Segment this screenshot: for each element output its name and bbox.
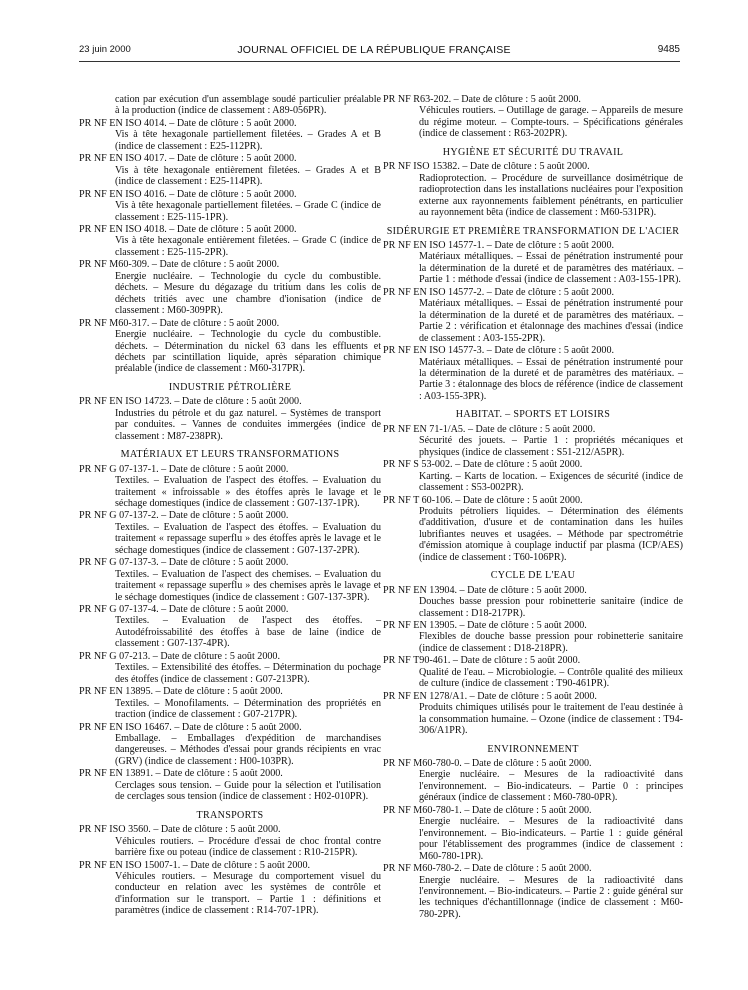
entry-description: Cerclages sous tension. – Guide pour la sélection et l'utilisation de cerclages sous tension (indice de classement : H02-010PR). xyxy=(115,779,381,803)
standard-entry xyxy=(79,651,381,685)
entry-description: Produits pétroliers liquides. – Détermination des éléments d'additivation, d'usure et de contamination dans les huiles lubrifiantes neuves et usagées. – Méthode par spectrométrie d'émission atomique à couplage inductif par plasma (ICP/AES) (indice de classement : T60-106PR). xyxy=(419,505,683,563)
standard-entry xyxy=(383,758,683,804)
entry-reference: PR NF G 07-137-3. – Date de clôture : 5 août 2000. xyxy=(79,557,289,569)
left-column xyxy=(79,94,381,918)
entry-reference: PR NF EN 13891. – Date de clôture : 5 août 2000. xyxy=(79,768,283,780)
entry-description: Matériaux métalliques. – Essai de pénétration instrumenté pour la détermination de la dureté et de paramètres des matériaux. – Partie 1 : méthode d'essai (indice de classement : A03-155-1PR). xyxy=(419,251,683,286)
entry-description: Radioprotection. – Procédure de surveillance dosimétrique de radioprotection dans les installations nucléaires pour l'exposition externe aux rayonnements faiblement pénétrants, en particulier au rayonnement bêta (indice de classement : M60-531PR). xyxy=(419,172,683,219)
entry-reference: PR NF M60-780-1. – Date de clôture : 5 août 2000. xyxy=(383,804,592,816)
entry-reference: PR NF G 07-137-2. – Date de clôture : 5 août 2000. xyxy=(79,510,289,522)
standard-entry xyxy=(383,424,683,458)
entry-description: Vis à tête hexagonale entièrement filetées. – Grades A et B (indice de classement : E25-114PR). xyxy=(115,164,381,188)
section-heading: SIDÉRURGIE ET PREMIÈRE TRANSFORMATION DE L'ACIER xyxy=(386,225,680,237)
header-rule xyxy=(79,61,680,62)
standard-entry xyxy=(383,655,683,689)
entry-reference: PR NF EN 1278/A1. – Date de clôture : 5 août 2000. xyxy=(383,690,597,702)
entry-reference: PR NF EN ISO 14577-3. – Date de clôture : 5 août 2000. xyxy=(383,345,615,357)
header-date: 23 juin 2000 xyxy=(79,44,131,55)
entry-reference: PR NF EN ISO 4018. – Date de clôture : 5 août 2000. xyxy=(79,223,297,235)
entry-description: Flexibles de douche basse pression pour robinetterie sanitaire (indice de classement : D18-218PR). xyxy=(419,631,683,654)
standard-entry xyxy=(79,396,381,442)
entry-description: Matériaux métalliques. – Essai de pénétration instrumenté pour la détermination de la dureté et de paramètres des matériaux. – Partie 2 : vérification et étalonnage des machines d'essai (indice de classement : A03-155-2PR). xyxy=(419,298,683,344)
standard-entry xyxy=(79,189,381,223)
section-heading: HYGIÈNE ET SÉCURITÉ DU TRAVAIL xyxy=(442,146,624,158)
entry-reference: PR NF T90-461. – Date de clôture : 5 août 2000. xyxy=(383,655,581,667)
standard-entry xyxy=(383,161,683,218)
entry-reference: PR NF EN ISO 4016. – Date de clôture : 5 août 2000. xyxy=(79,188,297,200)
entry-reference: PR NF EN ISO 15007-1. – Date de clôture : 5 août 2000. xyxy=(79,859,311,871)
entry-reference: PR NF EN 13905. – Date de clôture : 5 août 2000. xyxy=(383,620,587,632)
entry-description: Textiles. – Monofilaments. – Détermination des propriétés en traction (indice de classement : G07-217PR). xyxy=(115,697,381,721)
entry-reference: PR NF G 07-213. – Date de clôture : 5 août 2000. xyxy=(79,650,281,662)
standard-entry xyxy=(383,240,683,286)
entry-reference: PR NF S 53-002. – Date de clôture : 5 août 2000. xyxy=(383,459,583,471)
standard-entry xyxy=(79,259,381,316)
standard-entry xyxy=(79,94,381,117)
entry-description: Industries du pétrole et du gaz naturel. – Systèmes de transport par conduites. – Vannes de conduites immergées (indice de classement : M87-238PR). xyxy=(115,407,381,442)
entry-description: Energie nucléaire. – Technologie du cycle du combustible. déchets. – Mesure du dégazage du tritium dans les colis de déchets tritiés avec une chambre d'ionisation (indice de classement : M60-309PR). xyxy=(115,270,381,317)
entry-reference: PR NF G 07-137-1. – Date de clôture : 5 août 2000. xyxy=(79,463,289,475)
entry-description: Vis à tête hexagonale partiellement filetées. – Grade C (indice de classement : E25-115-1PR). xyxy=(115,200,381,223)
standard-entry xyxy=(79,318,381,375)
standard-entry xyxy=(383,805,683,862)
section-heading: CYCLE DE L'EAU xyxy=(490,570,576,582)
standard-entry xyxy=(383,287,683,344)
entry-reference: PR NF EN ISO 4014. – Date de clôture : 5 août 2000. xyxy=(79,117,297,129)
standard-entry xyxy=(79,604,381,650)
entry-reference: PR NF EN 71-1/A5. – Date de clôture : 5 août 2000. xyxy=(383,423,596,435)
section-heading: INDUSTRIE PÉTROLIÈRE xyxy=(168,381,292,393)
entry-description: Produits chimiques utilisés pour le traitement de l'eau destinée à la consommation humaine. – Ozone (indice de classement : T94-306/A1PR). xyxy=(419,702,683,737)
entry-description: Textiles. – Extensibilité des étoffes. – Détermination du pochage des étoffes (indice de classement : G07-213PR). xyxy=(115,662,381,685)
standard-entry xyxy=(383,459,683,493)
entry-description: Véhicules routiers. – Procédure d'essai de choc frontal contre barrière fixe ou poteau (indice de classement : R10-215PR). xyxy=(115,835,381,859)
standard-entry xyxy=(79,153,381,187)
entry-description: Vis à tête hexagonale partiellement filetées. – Grades A et B (indice de classement : E25-112PR). xyxy=(115,129,381,152)
entry-reference: PR NF EN 13904. – Date de clôture : 5 août 2000. xyxy=(383,584,587,596)
page-number: 9485 xyxy=(657,44,680,55)
section-heading: ENVIRONNEMENT xyxy=(487,743,579,755)
section-heading: HABITAT. – SPORTS ET LOISIRS xyxy=(455,409,611,421)
standard-entry xyxy=(383,495,683,564)
entry-description: Textiles. – Evaluation de l'aspect des étoffes. – Evaluation du traitement « infroissable » des étoffes après le lavage et le séchage domestiques (indice de classement : G07-137-1PR). xyxy=(115,475,381,509)
entry-reference: PR NF M60-780-2. – Date de clôture : 5 août 2000. xyxy=(383,863,592,875)
entry-description: Energie nucléaire. – Mesures de la radioactivité dans l'environnement. – Bio-indicateurs. – Partie 1 : guide général pour l'établissement des programmes (indice de classement : M60-780-1PR). xyxy=(419,816,683,862)
entry-description: Energie nucléaire. – Technologie du cycle du combustible. déchets. – Détermination du nickel 63 dans les effluents et déchets par scintillation liquide, après séparation chimique préalable (indice de classement : M60-317PR). xyxy=(115,329,381,375)
entry-description: Matériaux métalliques. – Essai de pénétration instrumenté pour la détermination de la dureté et de paramètres des matériaux. – Partie 3 : étalonnage des blocs de référence (indice de classement : A03-155-3PR). xyxy=(419,356,683,402)
standard-entry xyxy=(383,620,683,654)
standard-entry xyxy=(79,557,381,603)
standard-entry xyxy=(383,691,683,737)
entry-reference: PR NF ISO 3560. – Date de clôture : 5 août 2000. xyxy=(79,824,281,836)
standard-entry xyxy=(79,118,381,152)
entry-reference: PR NF R63-202. – Date de clôture : 5 août 2000. xyxy=(383,94,581,105)
page-header xyxy=(0,44,748,58)
standard-entry xyxy=(383,585,683,619)
section-heading: TRANSPORTS xyxy=(196,809,264,821)
standard-entry xyxy=(383,94,683,140)
entry-description: Sécurité des jouets. – Partie 1 : propriétés mécaniques et physiques (indice de classement : S51-212/A5PR). xyxy=(419,435,683,458)
entry-reference: PR NF M60-780-0. – Date de clôture : 5 août 2000. xyxy=(383,758,592,770)
entry-description: cation par exécution d'un assemblage soudé particulier préalable à la production (indice de classement : A89-056PR). xyxy=(115,94,381,117)
journal-title: JOURNAL OFFICIEL DE LA RÉPUBLIQUE FRANÇAISE xyxy=(237,44,511,56)
entry-reference: PR NF EN ISO 14577-1. – Date de clôture : 5 août 2000. xyxy=(383,239,615,251)
entry-reference: PR NF T 60-106. – Date de clôture : 5 août 2000. xyxy=(383,494,583,506)
entry-reference: PR NF EN ISO 14723. – Date de clôture : 5 août 2000. xyxy=(79,396,302,408)
standard-entry xyxy=(79,768,381,802)
entry-description: Douches basse pression pour robinetterie sanitaire (indice de classement : D18-217PR). xyxy=(419,596,683,619)
entry-reference: PR NF EN ISO 16467. – Date de clôture : 5 août 2000. xyxy=(79,721,302,733)
right-column xyxy=(383,94,683,921)
standard-entry xyxy=(79,824,381,858)
entry-description: Qualité de l'eau. – Microbiologie. – Contrôle qualité des milieux de culture (indice de classement : T90-461PR). xyxy=(419,666,683,690)
entry-description: Vis à tête hexagonale entièrement filetées. – Grade C (indice de classement : E25-115-2PR). xyxy=(115,235,381,258)
entry-description: Textiles. – Evaluation de l'aspect des étoffes. – Evaluation du traitement « repassage superflu » des étoffes après le lavage et le séchage domestiques (indice de classement : G07-137-2PR). xyxy=(115,521,381,556)
entry-description: Energie nucléaire. – Mesures de la radioactivité dans l'environnement. – Bio-indicateurs. – Partie 2 : guide général sur les techniques d'échantillonnage (indice de classement : M60-780-2PR). xyxy=(419,874,683,920)
entry-reference: PR NF M60-317. – Date de clôture : 5 août 2000. xyxy=(79,317,280,329)
entry-description: Véhicules routiers. – Outillage de garage. – Appareils de mesure du régime moteur. – Compte-tours. – Spécifications générales (indice de classement : R63-202PR). xyxy=(419,105,683,140)
entry-description: Textiles. – Evaluation de l'aspect des chemises. – Evaluation du traitement « repassage superflu » des chemises après le lavage et le séchage domestiques (indice de classement : G07-137-3PR). xyxy=(115,568,381,603)
standard-entry xyxy=(79,464,381,510)
entry-description: Emballage. – Emballages d'expédition de marchandises dangereuses. – Méthodes d'essai pour grands récipients en vrac (GRV) (indice de classement : H00-103PR). xyxy=(115,733,381,767)
standard-entry xyxy=(79,686,381,720)
entry-reference: PR NF ISO 15382. – Date de clôture : 5 août 2000. xyxy=(383,161,590,173)
entry-description: Textiles. – Evaluation de l'aspect des étoffes. – Autodéfroissabilité des étoffes à base de laine (indice de classement : G07-137-4PR). xyxy=(115,615,381,650)
entry-reference: PR NF G 07-137-4. – Date de clôture : 5 août 2000. xyxy=(79,604,289,616)
entry-reference: PR NF EN ISO 4017. – Date de clôture : 5 août 2000. xyxy=(79,153,297,165)
entry-description: Véhicules routiers. – Mesurage du comportement visuel du conducteur en relation avec les systèmes de contrôle et d'information sur le transport. – Partie 1 : définitions et paramètres (indice de classement : R14-707-1PR). xyxy=(115,871,381,917)
standard-entry xyxy=(79,860,381,917)
standard-entry xyxy=(79,510,381,556)
entry-reference: PR NF EN 13895. – Date de clôture : 5 août 2000. xyxy=(79,686,283,698)
standard-entry xyxy=(79,224,381,258)
standard-entry xyxy=(79,722,381,768)
entry-description: Karting. – Karts de location. – Exigences de sécurité (indice de classement : S53-002PR). xyxy=(419,470,683,494)
standard-entry xyxy=(383,863,683,920)
entry-description: Energie nucléaire. – Mesures de la radioactivité dans l'environnement. – Bio-indicateurs. – Partie 0 : principes généraux (indice de classement : M60-780-0PR). xyxy=(419,769,683,804)
section-heading: MATÉRIAUX ET LEURS TRANSFORMATIONS xyxy=(120,449,340,461)
entry-reference: PR NF EN ISO 14577-2. – Date de clôture : 5 août 2000. xyxy=(383,286,615,298)
standard-entry xyxy=(383,345,683,402)
entry-reference: PR NF M60-309. – Date de clôture : 5 août 2000. xyxy=(79,259,280,271)
